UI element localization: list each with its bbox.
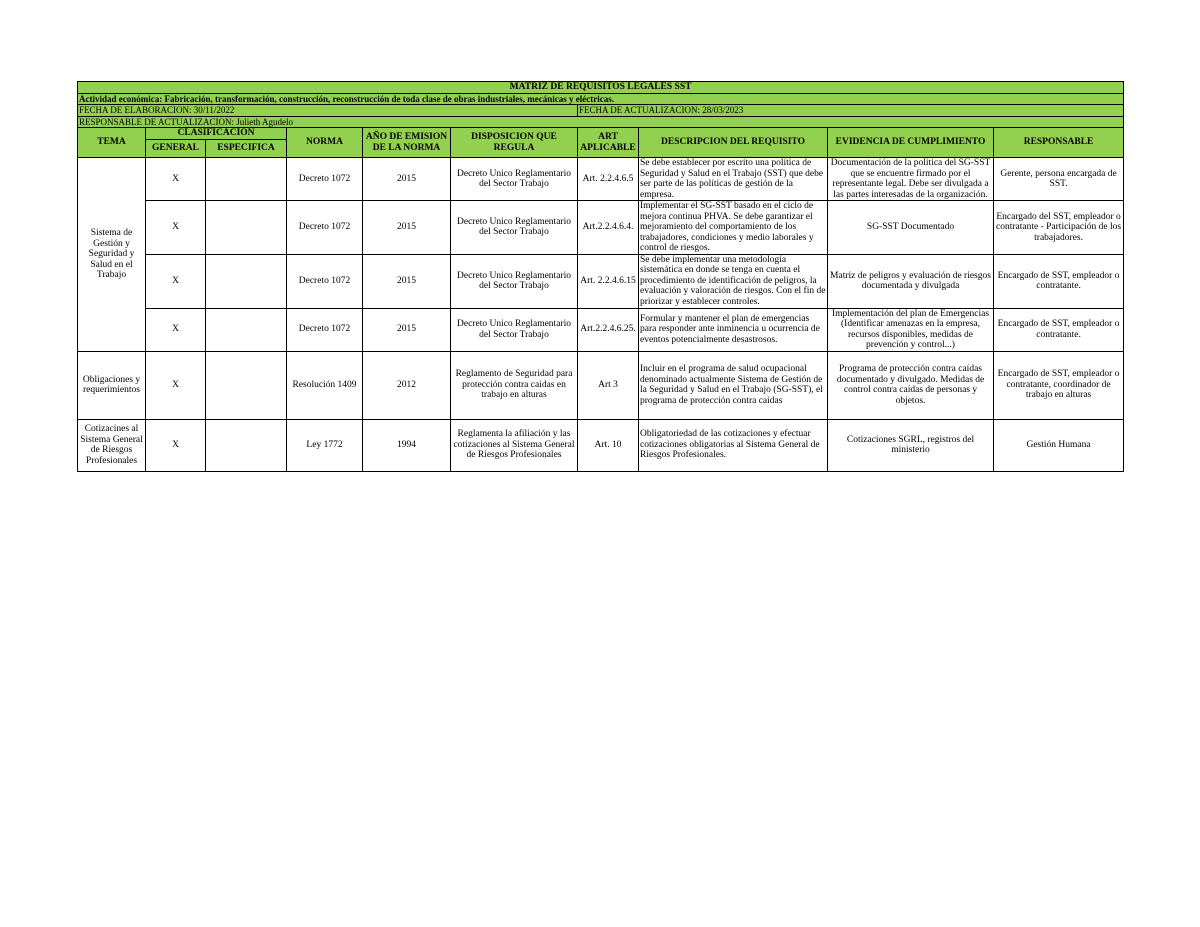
descripcion-cell: Formular y mantener el plan de emergencias para responder ante inminencia u ocurrencia de eventos potencialmente desastrosos. [639,308,828,351]
especifica-cell [206,158,287,201]
table-row [78,254,1124,308]
norma-cell: Decreto 1072 [287,308,363,351]
disposicion-cell: Decreto Unico Reglamentario del Sector Trabajo [451,158,578,201]
especifica-cell [206,201,287,255]
art-cell: Art.2.2.4.6.25. [578,308,639,351]
responsable-cell: Encargado del SST, empleador o contratante - Participación de los trabajadores. [994,201,1124,255]
anio-cell: 2015 [363,201,451,255]
descripcion-cell: Obligatoriedad de las cotizaciones y efectuar cotizaciones obligatorias al Sistema General de Riesgos Profesionales. [639,419,828,471]
evidencia-cell: Implementación del plan de Emergencias (Identificar amenazas en la empresa, recursos disponibles, medidas de prevención y control...) [828,308,994,351]
table-row [78,201,1124,255]
anio-cell: 2015 [363,308,451,351]
header-evidencia: EVIDENCIA DE CUMPLIMIENTO [828,128,994,158]
responsable-cell: Encargado de SST, empleador o contratante. [994,254,1124,308]
evidencia-cell: SG-SST Documentado [828,201,994,255]
responsable-cell: Gerente, persona encargada de SST. [994,158,1124,201]
art-cell: Art 3 [578,351,639,419]
disposicion-cell: Reglamento de Seguridad para protección contra caídas en trabajo en alturas [451,351,578,419]
anio-cell: 2015 [363,254,451,308]
art-cell: Art. 10 [578,419,639,471]
evidencia-cell: Programa de protección contra caídas documentado y divulgado. Medidas de control contra caídas de personas y objetos. [828,351,994,419]
header-general: GENERAL [146,140,206,158]
responsable-cell: Encargado de SST, empleador o contratante, coordinador de trabajo en alturas [994,351,1124,419]
descripcion-cell: Se debe establecer por escrito una política de Seguridad y Salud en el Trabajo (SST) que debe ser parte de las políticas de gestión de la empresa. [639,158,828,201]
descripcion-cell: Implementar el SG-SST basado en el ciclo de mejora continua PHVA. Se debe garantizar el mejoramiento del comportamiento de los trabajadores, condiciones y medio laborales y control de riesgos. [639,201,828,255]
header-clasificacion: CLASIFICACION [146,128,287,140]
disposicion-cell: Decreto Unico Reglamentario del Sector Trabajo [451,201,578,255]
especifica-cell [206,351,287,419]
disposicion-cell: Reglamenta la afiliación y las cotizaciones al Sistema General de Riesgos Profesionales [451,419,578,471]
general-cell: X [146,158,206,201]
descripcion-cell: Se debe implementar una metodología sistemática en donde se tenga en cuenta el procedimiento de identificación de peligros, la evaluación y valoración de riesgos. Con el fin de priorizar y establecer controles. [639,254,828,308]
anio-cell: 2012 [363,351,451,419]
evidencia-cell: Matriz de peligros y evaluación de riesgos documentada y divulgada [828,254,994,308]
tema-cell: Cotizacines al Sistema General de Riesgos Profesionales [78,419,146,471]
anio-cell: 1994 [363,419,451,471]
tema-cell: Obligaciones y requerimientos [78,351,146,419]
especifica-cell [206,308,287,351]
especifica-cell [206,419,287,471]
general-cell: X [146,201,206,255]
update-date: FECHA DE ACTUALIZACION: 28/03/2023 [578,105,1124,117]
general-cell: X [146,308,206,351]
table-row [78,158,1124,201]
responsable-cell: Encargado de SST, empleador o contratante. [994,308,1124,351]
descripcion-cell: Incluir en el programa de salud ocupacional denominado actualmente Sistema de Gestión de la Seguridad y Salud en el Trabajo (SG-SST), el programa de protección contra caídas [639,351,828,419]
general-cell: X [146,351,206,419]
general-cell: X [146,419,206,471]
art-cell: Art. 2.2.4.6.15 [578,254,639,308]
evidencia-cell: Cotizaciones SGRL, registros del ministerio [828,419,994,471]
header-especifica: ESPECIFICA [206,140,287,158]
economic-activity: Actividad económica: Fabricación, transformación, construcción, reconstrucción de toda clase de obras industriales, mecánicas y eléctricas. [78,93,1124,105]
tema-cell: Sistema de Gestión y Seguridad y Salud en el Trabajo [78,158,146,352]
legal-requirements-matrix [77,81,1124,472]
header-responsable: RESPONSABLE [994,128,1124,158]
responsable-cell: Gestión Humana [994,419,1124,471]
matrix-title: MATRIZ DE REQUISITOS LEGALES SST [78,82,1124,94]
header-art: ART APLICABLE [578,128,639,158]
header-anio: AÑO DE EMISION DE LA NORMA [363,128,451,158]
anio-cell: 2015 [363,158,451,201]
art-cell: Art. 2.2.4.6.5 [578,158,639,201]
table-row [78,351,1124,419]
disposicion-cell: Decreto Unico Reglamentario del Sector Trabajo [451,254,578,308]
evidencia-cell: Documentación de la política del SG-SST que se encuentre firmado por el representante legal. Debe ser divulgada a las partes interesadas de la organización. [828,158,994,201]
norma-cell: Ley 1772 [287,419,363,471]
general-cell: X [146,254,206,308]
norma-cell: Decreto 1072 [287,158,363,201]
norma-cell: Decreto 1072 [287,254,363,308]
norma-cell: Resolución 1409 [287,351,363,419]
art-cell: Art.2.2.4.6.4. [578,201,639,255]
table-row [78,419,1124,471]
disposicion-cell: Decreto Unico Reglamentario del Sector Trabajo [451,308,578,351]
header-tema: TEMA [78,128,146,158]
especifica-cell [206,254,287,308]
header-disposicion: DISPOSICION QUE REGULA [451,128,578,158]
table-row [78,308,1124,351]
header-norma: NORMA [287,128,363,158]
norma-cell: Decreto 1072 [287,201,363,255]
header-descripcion: DESCRIPCION DEL REQUISITO [639,128,828,158]
elaboration-date: FECHA DE ELABORACION: 30/11/2022 [78,105,578,117]
update-responsible: RESPONSABLE DE ACTUALIZACION: Julieth Agudelo [78,116,1124,128]
